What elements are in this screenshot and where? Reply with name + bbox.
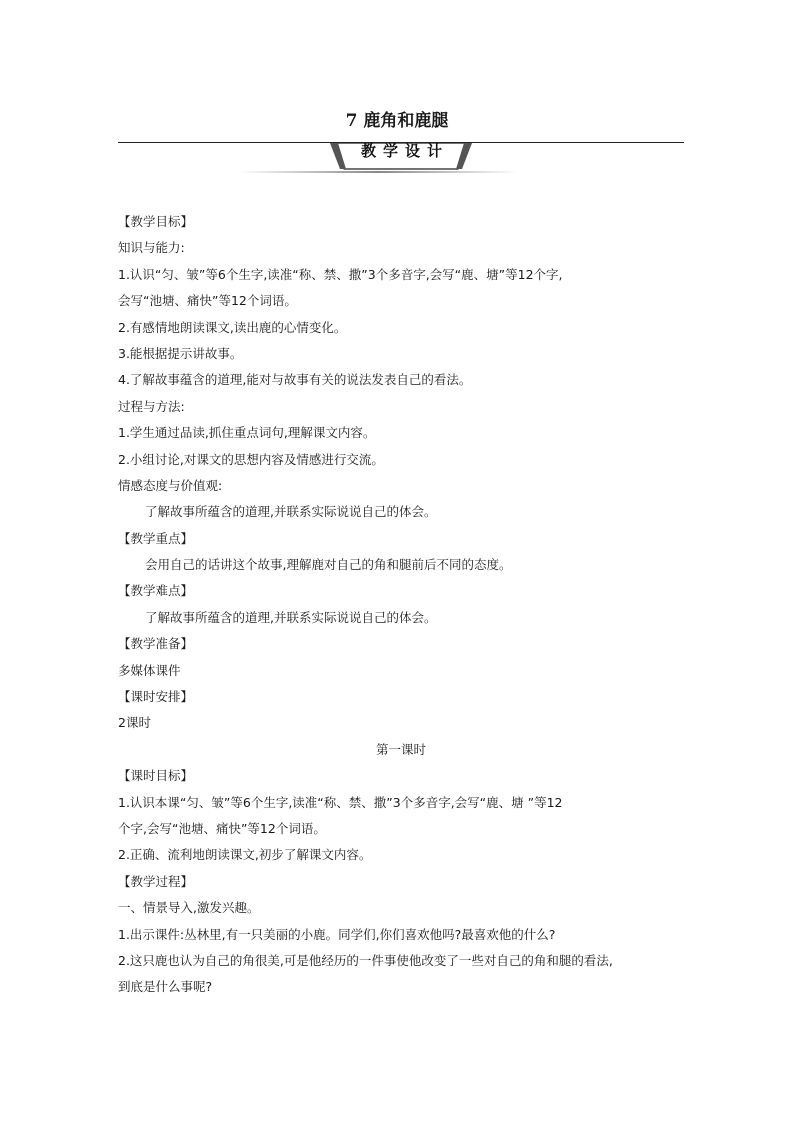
subheading-knowledge: 知识与能力: xyxy=(118,240,185,256)
lesson-title: 7 鹿角和鹿腿 xyxy=(345,111,449,131)
goal-item-3: 3.能根据提示讲故事。 xyxy=(118,345,243,361)
subheading-process: 过程与方法: xyxy=(118,398,185,414)
process-item-1: 1.学生通过品读,抓住重点词句,理解课文内容。 xyxy=(118,425,376,441)
process-item-2: 2.小组讨论,对课文的思想内容及情感进行交流。 xyxy=(118,451,384,467)
difficulties-text: 了解故事所蕴含的道理,并联系实际说说自己的体会。 xyxy=(145,609,437,625)
lesson-goal-2: 2.正确、流利地朗读课文,初步了解课文内容。 xyxy=(118,847,372,863)
process-step-1-item-2: 2.这只鹿也认为自己的角很美,可是他经历的一件事使他改变了一些对自己的角和腿的看法, xyxy=(118,952,613,968)
goal-item-1-cont: 会写“池塘、痛快”等12个词语。 xyxy=(118,293,297,309)
goal-item-1: 1.认识“匀、皱”等6个生字,读准“称、禁、撒”3个多音字,会写“鹿、塘”等12个字, xyxy=(118,266,563,282)
heading-key-points: 【教学重点】 xyxy=(118,530,194,546)
heading-difficulties: 【教学难点】 xyxy=(118,583,194,599)
heading-schedule: 【课时安排】 xyxy=(118,689,194,705)
preparation-text: 多媒体课件 xyxy=(118,662,181,678)
heading-preparation: 【教学准备】 xyxy=(118,636,194,652)
process-step-1-item-1: 1.出示课件:丛林里,有一只美丽的小鹿。同学们,你们喜欢他吗?最喜欢他的什么? xyxy=(118,926,556,942)
subheading-attitude: 情感态度与价值观: xyxy=(118,477,223,493)
key-points-text: 会用自己的话讲这个故事,理解鹿对自己的角和腿前后不同的态度。 xyxy=(145,557,512,573)
goal-item-2: 2.有感情地朗读课文,读出鹿的心情变化。 xyxy=(118,319,347,335)
section-banner xyxy=(118,133,684,173)
heading-lesson-goals: 【课时目标】 xyxy=(118,768,194,784)
banner-label: 教学设计 xyxy=(360,142,449,160)
lesson-goal-1-cont: 个字,会写“池塘、痛快”等12个词语。 xyxy=(118,820,326,836)
goal-item-4: 4.了解故事蕴含的道理,能对与故事有关的说法发表自己的看法。 xyxy=(118,372,472,388)
lesson-one-heading: 第一课时 xyxy=(375,741,426,757)
document-body xyxy=(118,209,684,1001)
schedule-text: 2课时 xyxy=(118,715,151,731)
process-step-1: 一、情景导入,激发兴趣。 xyxy=(118,900,260,916)
heading-teaching-process: 【教学过程】 xyxy=(118,873,194,889)
attitude-text: 了解故事所蕴含的道理,并联系实际说说自己的体会。 xyxy=(145,504,437,520)
lesson-goal-1: 1.认识本课“匀、皱”等6个生字,读准“称、禁、撒”3个多音字,会写“鹿、塘 ”等12 xyxy=(118,794,563,810)
heading-teaching-goals: 【教学目标】 xyxy=(118,214,194,229)
process-step-1-item-2-cont: 到底是什么事呢? xyxy=(118,979,213,995)
